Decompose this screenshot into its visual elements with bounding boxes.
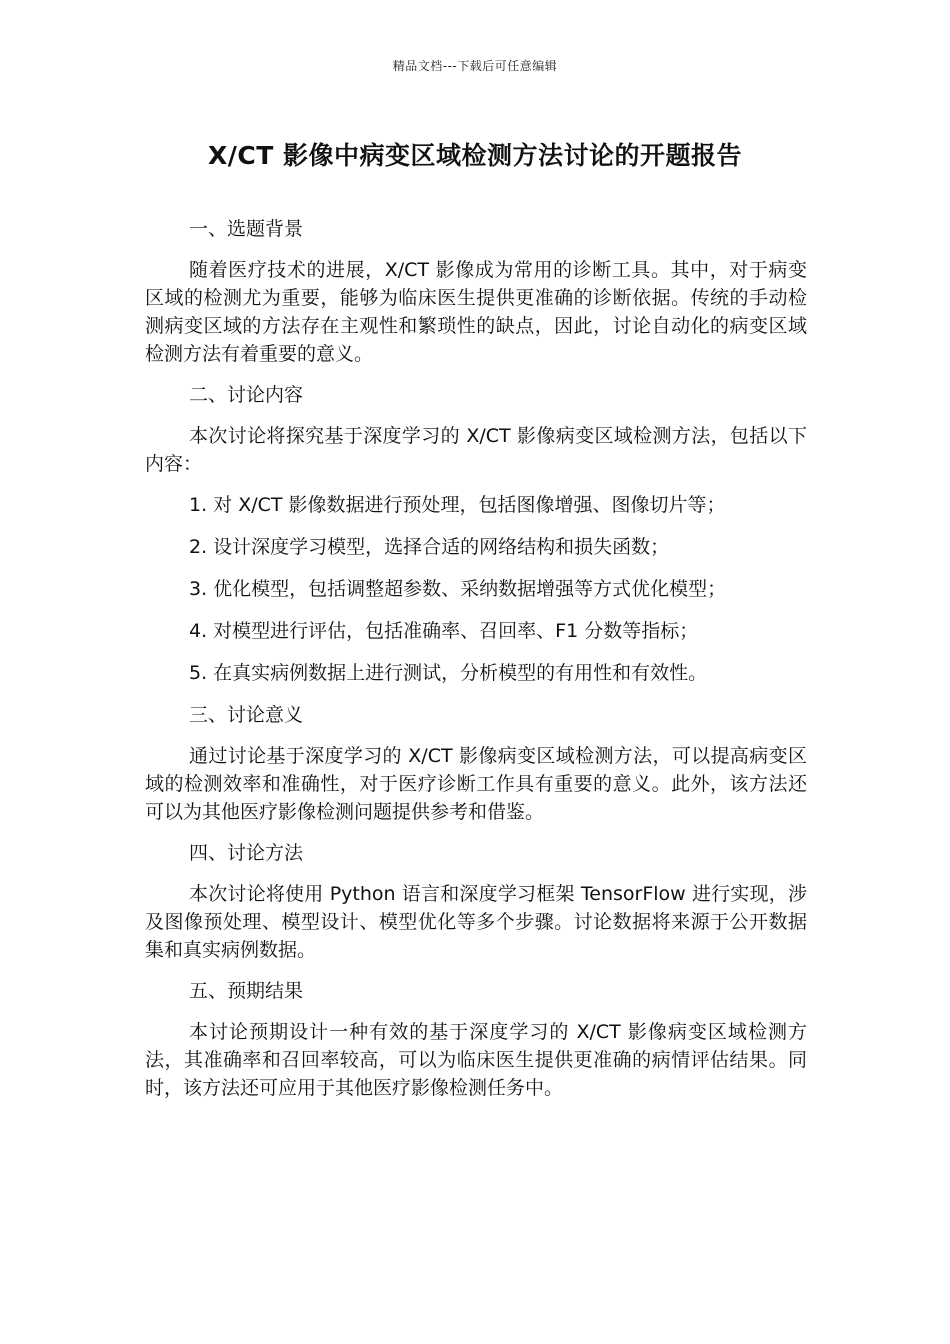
section-paragraph-significance: 通过讨论基于深度学习的 X/CT 影像病变区域检测方法，可以提高病变区域的检测效率和准确性，对于医疗诊断工作具有重要的意义。此外，该方法还可以为其他医疗影像检测问题提供参考和借鉴。 [145,745,807,823]
list-item: 3. 优化模型，包括调整超参数、采纳数据增强等方式优化模型； [189,578,727,600]
list-item: 4. 对模型进行评估，包括准确率、召回率、F1 分数等指标； [189,620,699,642]
section-heading-background: 一、选题背景 [189,218,304,240]
section-paragraph-method: 本次讨论将使用 Python 语言和深度学习框架 TensorFlow 进行实现，涉及图像预处理、模型设计、模型优化等多个步骤。讨论数据将来源于公开数据集和真实病例数据。 [145,883,807,961]
section-heading-content: 二、讨论内容 [189,384,304,406]
section-heading-method: 四、讨论方法 [189,842,304,864]
header-watermark: 精品文档---下载后可任意编辑 [392,59,558,73]
section-paragraph-expected-results: 本讨论预期设计一种有效的基于深度学习的 X/CT 影像病变区域检测方法，其准确率和召回率较高，可以为临床医生提供更准确的病情评估结果。同时，该方法还可应用于其他医疗影像检测任务中。 [145,1021,807,1099]
section-heading-significance: 三、讨论意义 [189,704,304,726]
list-item: 1. 对 X/CT 影像数据进行预处理，包括图像增强、图像切片等； [189,494,726,516]
list-item: 5. 在真实病例数据上进行测试，分析模型的有用性和有效性。 [189,662,708,684]
section-heading-expected-results: 五、预期结果 [189,980,304,1002]
section-paragraph-background: 随着医疗技术的进展，X/CT 影像成为常用的诊断工具。其中，对于病变区域的检测尤为重要，能够为临床医生提供更准确的诊断依据。传统的手动检测病变区域的方法存在主观性和繁琐性的缺点，因此，讨论自动化的病变区域检测方法有着重要的意义。 [145,259,807,365]
section-paragraph-content: 本次讨论将探究基于深度学习的 X/CT 影像病变区域检测方法，包括以下内容： [145,425,807,475]
document-body [145,215,807,1102]
document-title: X/CT 影像中病变区域检测方法讨论的开题报告 [207,141,742,170]
list-item: 2. 设计深度学习模型，选择合适的网络结构和损失函数； [189,536,670,558]
